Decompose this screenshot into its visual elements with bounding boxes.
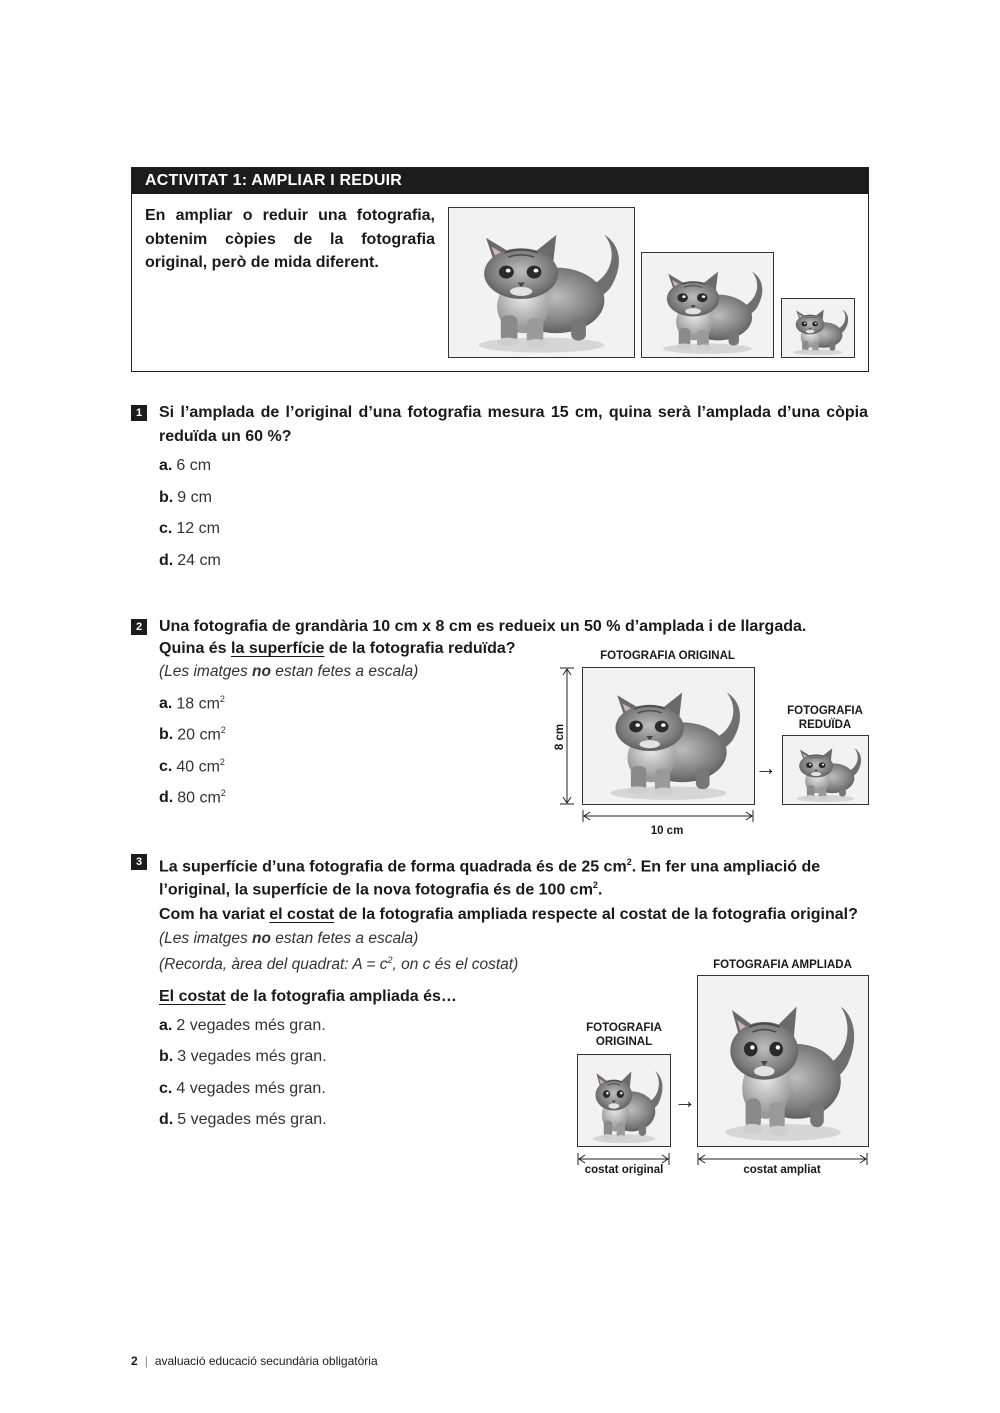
q2-arrow-icon: →	[755, 755, 777, 780]
q3-caption-original: FOTOGRAFIA ORIGINAL	[586, 1022, 662, 1048]
question-3-question: Com ha variat el costat de la fotografia ampliada respecte al costat de la fotografia original?	[159, 906, 858, 923]
footer: 2 | avaluació educació secundària obligatòria	[131, 1354, 378, 1368]
footer-text: avaluació educació secundària obligatòria	[154, 1354, 378, 1368]
q3-caption-enlarged: FOTOGRAFIA AMPLIADA	[713, 959, 852, 971]
q3-area-reminder: (Recorda, àrea del quadrat: $A = c^2$, on c és el costat)	[159, 955, 519, 974]
activity-intro: En ampliar o reduir una fotografia, obtenim còpies de la fotografia original, però de mida diferent.	[145, 207, 435, 271]
q3-option-a[interactable]: a. 2 vegades més gran.	[159, 1017, 326, 1034]
question-1-text: Si l’amplada de l’original d’una fotografia mesura 15 cm, quina serà l’amplada d’una còpia reduïda un 60 %?	[159, 404, 868, 445]
q3-side-enlarged-label: costat ampliat	[743, 1164, 821, 1176]
question-3-text-line2: l’original, la superfície de la nova fotografia és de 100 $cm^2$.	[159, 880, 603, 899]
q2-reduced-photo	[782, 735, 869, 805]
page-number: 2	[131, 1354, 138, 1368]
q3-option-c[interactable]: c. 4 vegades més gran.	[159, 1080, 326, 1097]
q2-width-label: 10 cm	[650, 825, 684, 837]
q2-option-a[interactable]: a. 18 $cm^2$	[159, 694, 225, 713]
q2-option-c[interactable]: c. 40 $cm^2$	[159, 757, 225, 776]
q3-option-b[interactable]: b. 3 vegades més gran.	[159, 1048, 327, 1065]
q2-scale-note: (Les imatges no estan fetes a escala)	[159, 663, 419, 680]
q2-caption-reduced: FOTOGRAFIA REDUÏDA	[787, 705, 863, 731]
q3-lead: El costat de la fotografia ampliada és…	[159, 988, 457, 1005]
q1-option-d[interactable]: d. 24 cm	[159, 552, 221, 569]
q2-height-label: 8 cm	[554, 723, 566, 751]
q2-option-b[interactable]: b. 20 $cm^2$	[159, 725, 226, 744]
question-3-number: 3	[131, 854, 147, 870]
q3-side-original-label: costat original	[584, 1164, 664, 1176]
question-1-number: 1	[131, 405, 147, 421]
question-3-text-line1: La superfície d’una fotografia de forma quadrada és de 25 $cm^2$. En fer una ampliació de	[159, 857, 821, 876]
q1-option-b[interactable]: b. 9 cm	[159, 489, 212, 506]
question-2-text-line2: Quina és la superfície de la fotografia reduïda?	[159, 640, 516, 657]
kitten-photo-medium	[641, 252, 774, 358]
q3-original-photo	[577, 1054, 671, 1147]
question-2-number: 2	[131, 619, 147, 635]
q3-option-d[interactable]: d. 5 vegades més gran.	[159, 1111, 327, 1128]
q2-caption-original: FOTOGRAFIA ORIGINAL	[600, 650, 735, 662]
q2-width-dimension	[582, 808, 754, 824]
kitten-photo-large	[448, 207, 635, 358]
q2-option-d[interactable]: d. 80 $cm^2$	[159, 788, 226, 807]
kitten-photo-small	[781, 298, 855, 358]
q3-enlarged-photo	[697, 975, 869, 1147]
q3-scale-note: (Les imatges no estan fetes a escala)	[159, 930, 419, 947]
q3-arrow-icon: →	[674, 1088, 696, 1113]
question-2-text-line1: Una fotografia de grandària 10 cm x 8 cm es redueix un 50 % d’amplada i de llargada.	[159, 618, 807, 635]
q1-option-c[interactable]: c. 12 cm	[159, 520, 220, 537]
activity-title: ACTIVITAT 1: AMPLIAR I REDUIR	[132, 168, 868, 194]
q1-option-a[interactable]: a. 6 cm	[159, 457, 212, 474]
q2-original-photo	[582, 667, 755, 805]
